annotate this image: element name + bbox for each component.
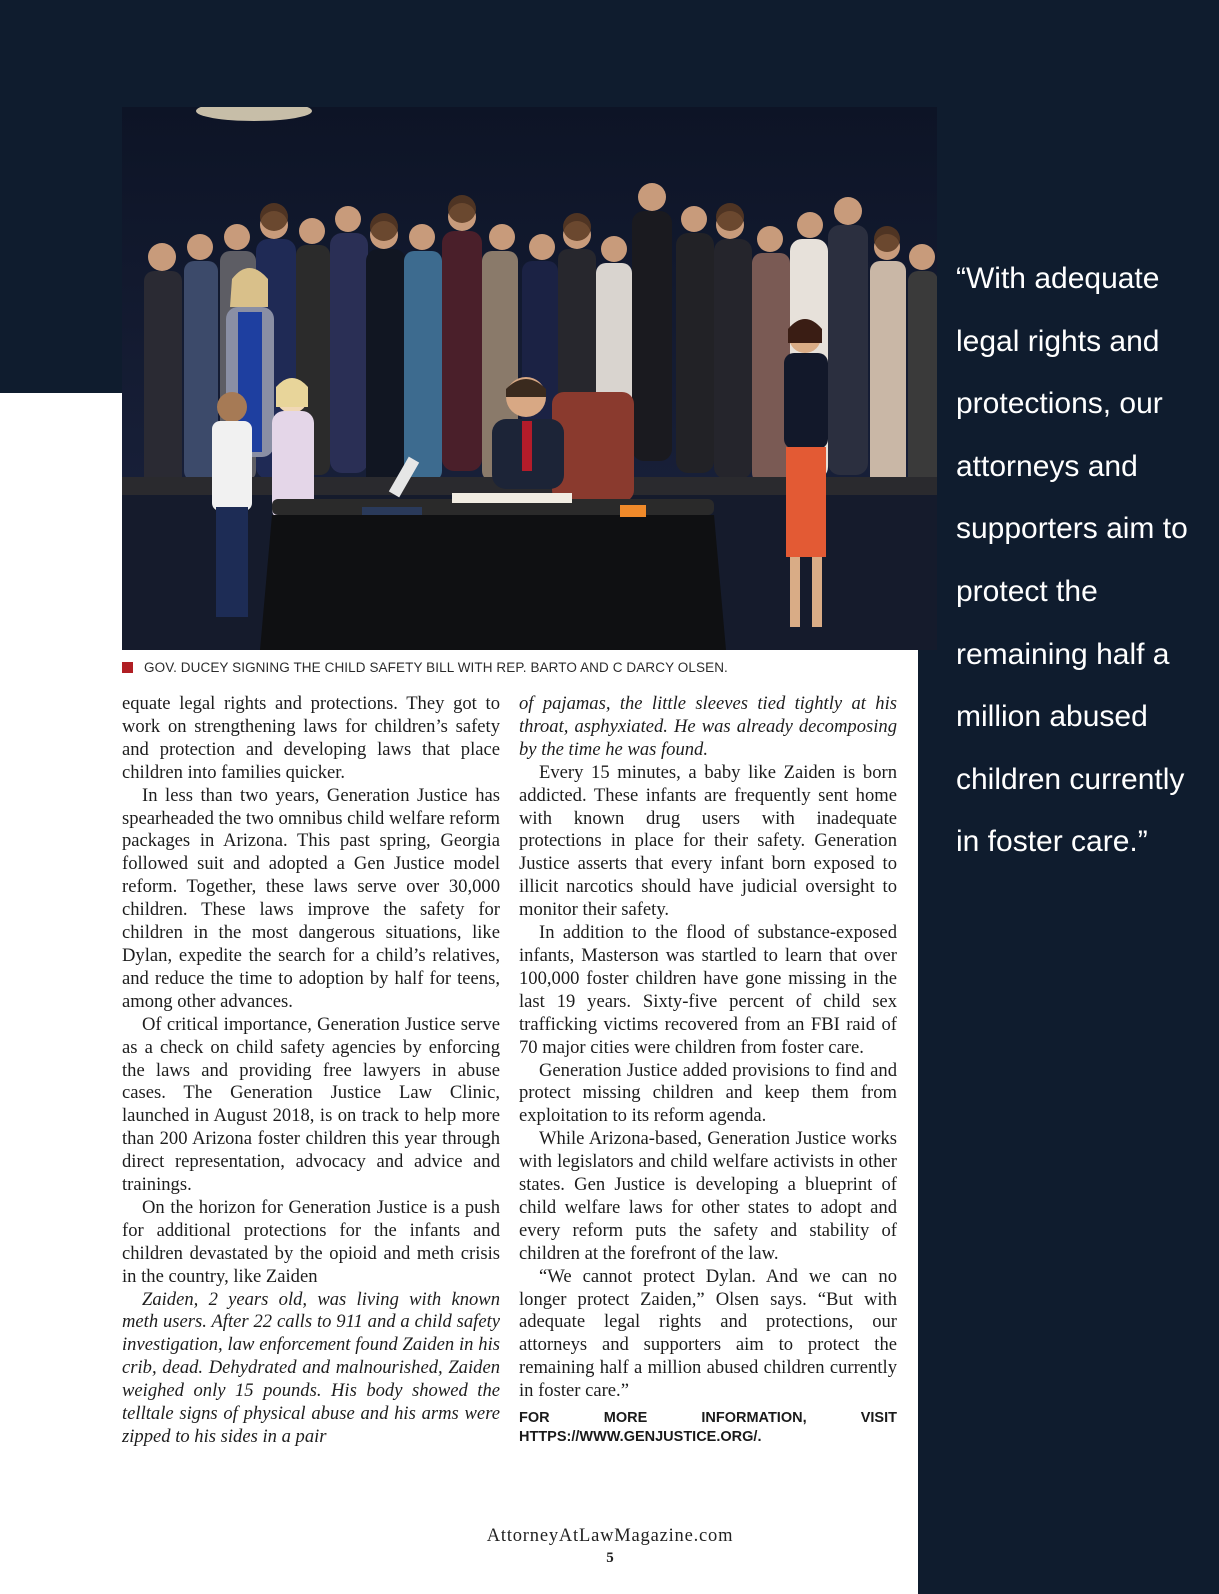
paragraph: “We cannot protect Dylan. And we can no longer protect Zaiden,” Olsen says. “But with adequate legal rights and protections, our attorneys and supporters aim to protect the remaining half a million abused children currently in foster care.” xyxy=(519,1265,897,1402)
article-column-left xyxy=(122,693,500,1449)
caption-marker-square xyxy=(122,662,133,673)
paragraph: In less than two years, Generation Justice has spearheaded the two omnibus child welfare reform packages in Arizona. This past spring, Georgia followed suit and adopted a Gen Justice model reform. Together, these laws serve over 30,000 children. These laws improve the safety for children in the most dangerous situations, like Dylan, expedite the search for a child’s relatives, and reduce the time to adoption by half for teens, among other advances. xyxy=(122,784,500,1012)
paragraph: Every 15 minutes, a baby like Zaiden is born addicted. These infants are frequently sent home with known drug users with inadequate protections in place for their safety. Generation Justice asserts that every infant born exposed to illicit narcotics should have judicial oversight to monitor their safety. xyxy=(519,761,897,921)
paragraph: While Arizona-based, Generation Justice works with legislators and child welfare activists in other states. Gen Justice is developing a blueprint of child welfare laws for other states to adopt and every reform puts the safety and stability of children at the forefront of the law. xyxy=(519,1128,897,1264)
footer-site-name: AttorneyAtLawMagazine.com xyxy=(486,1526,734,1546)
article-column-right xyxy=(519,693,897,1447)
paragraph: equate legal rights and protections. They got to work on strengthening laws for children’s safety and protection and developing laws that place children into families quicker. xyxy=(122,693,500,783)
page-number: 5 xyxy=(606,1550,614,1566)
paragraph-italic: of pajamas, the little sleeves tied tightly at his throat, asphyxiated. He was already decomposing by the time he was found. xyxy=(519,693,897,760)
paragraph-italic: Zaiden, 2 years old, was living with known meth users. After 22 calls to 911 and a child safety investigation, law enforcement found Zaiden in his crib, dead. Dehydrated and malnourished, Zaiden weighed only 15 pounds. His body showed the telltale signs of physical abuse and his arms were zipped to his sides in a pair xyxy=(122,1288,500,1447)
paragraph: In addition to the flood of substance-exposed infants, Masterson was startled to learn that over 100,000 foster children have gone missing in the last 19 years. Sixty-five percent of child sex trafficking victims recovered from an FBI raid of 70 major cities were children from foster care. xyxy=(519,922,897,1058)
paragraph: On the horizon for Generation Justice is a push for additional protections for the infants and children devastated by the opioid and meth crisis in the country, like Zaiden xyxy=(122,1196,500,1287)
paragraph: Of critical importance, Generation Justice serve as a check on child safety agencies by enforcing the laws and providing free lawyers in abuse cases. The Generation Justice Law Clinic, launched in August 2018, is on track to help more than 200 Arizona foster children this year through direct representation, advocacy and advice and trainings. xyxy=(122,1013,500,1196)
bill-signing-photo xyxy=(122,107,937,650)
caption-text: GOV. DUCEY SIGNING THE CHILD SAFETY BILL WITH REP. BARTO AND C DARCY OLSEN. xyxy=(144,660,728,675)
paragraph: Generation Justice added provisions to find and protect missing children and keep them from exploitation to its reform agenda. xyxy=(519,1059,897,1127)
photo-caption xyxy=(122,660,922,678)
pull-quote: “With adequate legal rights and protections, our attorneys and supporters aim to protect the remaining half a million abused children currently in foster care.” xyxy=(956,262,1188,859)
more-info-link-text: FOR MORE INFORMATION, VISIT HTTPS://WWW.GENJUSTICE.ORG/. xyxy=(519,1410,897,1446)
